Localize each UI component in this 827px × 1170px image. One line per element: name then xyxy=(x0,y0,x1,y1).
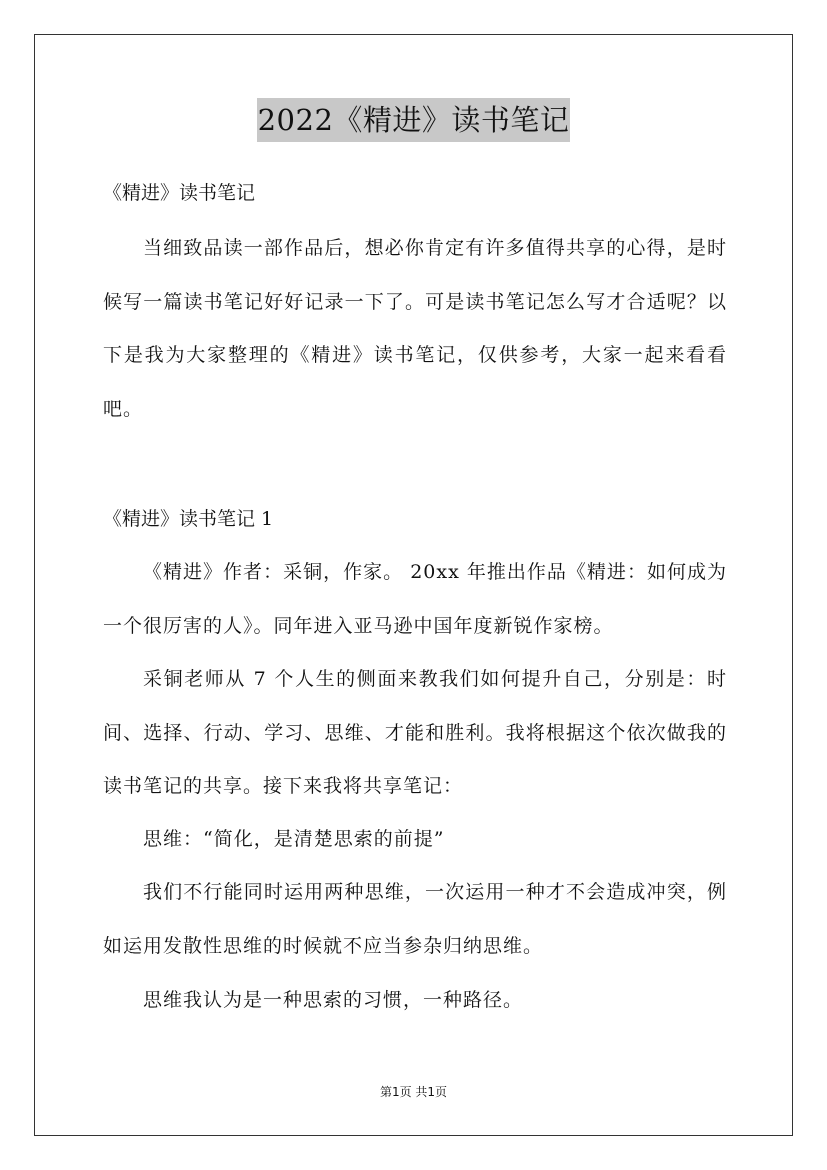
document-title: 2022《精进》读书笔记 xyxy=(257,98,571,142)
section1-paragraph-3: 思维：“简化，是清楚思索的前提” xyxy=(143,828,445,850)
section1-paragraph-4: 我们不行能同时运用两种思维，一次运用一种才不会造成冲突，例如运用发散性思维的时候就不应当参杂归纳思维。 xyxy=(103,881,727,957)
intro-paragraph: 当细致品读一部作品后，想必你肯定有许多值得共享的心得，是时候写一篇读书笔记好好记录一下了。可是读书笔记怎么写才合适呢？以下是我为大家整理的《精进》读书笔记，仅供参考，大家一起来看看吧。 xyxy=(103,237,727,420)
intro-heading: 《精进》读书笔记 xyxy=(103,182,256,204)
page-footer: 第1页 共1页 xyxy=(379,1085,448,1099)
section1-paragraph-2: 采铜老师从 7 个人生的侧面来教我们如何提升自己，分别是：时间、选择、行动、学习、思维、才能和胜利。我将根据这个依次做我的读书笔记的共享。接下来我将共享笔记： xyxy=(103,668,727,797)
section1-paragraph-1: 《精进》作者：采铜，作家。 20xx 年推出作品《精进：如何成为一个很厉害的人》。同年进入亚马逊中国年度新锐作家榜。 xyxy=(103,561,727,637)
section1-heading: 《精进》读书笔记 1 xyxy=(103,508,274,530)
section1-paragraph-5: 思维我认为是一种思索的习惯，一种路径。 xyxy=(143,989,524,1011)
document-title-wrapper xyxy=(0,98,827,142)
